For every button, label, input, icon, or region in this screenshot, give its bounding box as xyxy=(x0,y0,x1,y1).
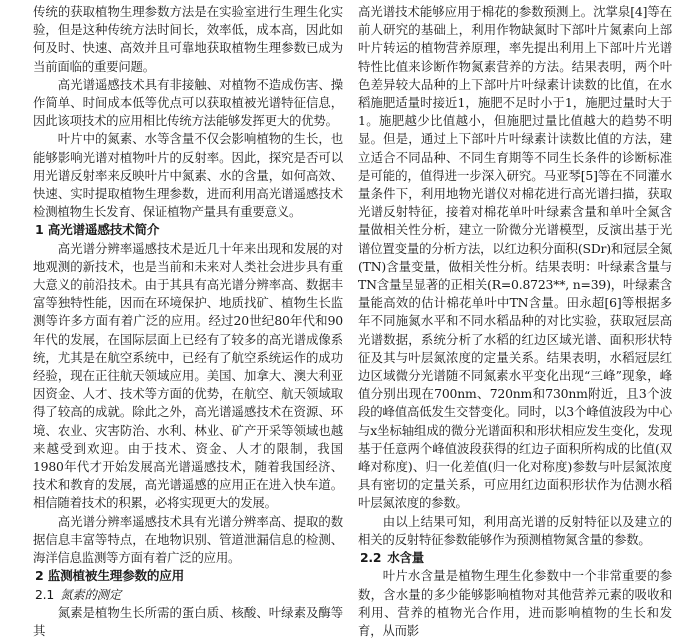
section-heading: 1 高光谱遥感技术简介 xyxy=(35,222,160,238)
subsection-heading xyxy=(33,586,343,604)
paragraph: 高光谱分辨率遥感技术具有光谱分辨率高、提取的数据信息丰富等特点，在地物识别、管道泄漏信息的检测、海洋信息监测等方面有着广泛的应用。 xyxy=(33,513,343,566)
subsection-heading xyxy=(358,549,672,567)
right-column xyxy=(358,3,672,640)
paragraph: 叶片中的氮素、水等含量不仅会影响植物的生长，也能够影响光谱对植物叶片的反射率。因此，探究是否可以用光谱反射率来反映叶片中氮素、水的含量，如何高效、快速、实时提取植物生理参数，进而利用高光谱遥感技术检测植物生长发育、保证植物产量具有重要意义。 xyxy=(33,131,343,220)
paragraph: 传统的获取植物生理参数方法是在实验室进行生理生化实验，但是这种传统方法时间长，效率低，成本高，因此如何及时、快速、高效并且可靠地获取植物生理参数已成为当前面临的重要问题。 xyxy=(33,4,343,74)
section-heading: 2 监测植被生理参数的应用 xyxy=(35,568,185,584)
paragraph: 高光谱分辨率遥感技术是近几十年来出现和发展的对地观测的新技术，也是当前和未来对人类社会进步具有重大意义的前沿技术。由于其具有高光谱分辨率高、数据丰富等独特性能，因而在环境保护、地质找矿、植物生长监测等许多方面有着广泛的应用。经过20世纪80年代和90年代的发展，在国际层面上已经有了较多的高光谱成像系统，尤其是在航空系统中，已经有了航空系统运作的成功经验，现在正往航天领域应用。美国、加拿大、澳大利亚因资金、人才、技术等方面的优势，在航空、航天领域取得了较高的成就。除此之外，高光谱遥感技术在资源、环境、农业、灾害防治、水利、林业、矿产开采等领域也越来越受到欢迎。由于技术、资金、人才的限制，我国1980年代才开始发展高光谱遥感技术，随着我国经济、技术和教育的发展，高光谱遥感的应用正在进入快车道。相信随着技术的积累，必将实现更大的发展。 xyxy=(33,240,343,511)
paragraph: 叶片水含量是植物生理生化参数中一个非常重要的参数，含水量的多少能够影响植物对其他营养元素的吸收和利用、营养的植物光合作用，进而影响植物的生长和发育，从而影 xyxy=(358,568,672,638)
subsection-number: 2.2 xyxy=(360,550,382,566)
subsection-title: 水含量 xyxy=(387,550,424,566)
paragraph: 高光谱遥感技术具有非接触、对植物不造成伤害、操作简单、时间成本低等优点可以获取植被光谱特征信息，因此该项技术的应用相比传统方法能够发挥更大的优势。 xyxy=(33,76,343,129)
paragraph: 高光谱技术能够应用于棉花的参数预测上。沈掌泉[4]等在前人研究的基础上，利用作物缺氮时下部叶片氮素向上部叶片转运的植物营养原理，率先提出利用上下部叶片光谱特性比值来诊断作物氮素营养的方法。结果表明，两个叶色差异较大品种的上下部叶片叶绿素计读数的比值，在水稻施肥适量时接近1，施肥不足时小于1，施肥过量时大于1。施肥越少比值越小，但施肥过量比值越大的趋势不明显。但是，通过上下部叶片叶绿素计读数比值的方法，建立适合不同品种、不同生育期等不同生长条件的诊断标准是可能的，值得进一步深入研究。马亚琴[5]等在不同灌水量条件下，利用地物光谱仪对棉花进行高光谱扫描，获取光谱反射特征，接着对棉花单叶叶绿素含量和单叶全氮含量做相关性分析，建立一阶微分光谱模型，反演出基于光谱位置变量的分析方法，以红边积分面积(SDr)和冠层全氮(TN)含量变量，做相关性分析。结果表明：叶绿素含量与TN含量呈显著的正相关(R=0.8723**, n=39)，叶绿素含量能高效的估计棉花单叶中TN含量。田永超[6]等根据多年不同施氮水平和不同水稻品种的对比实验，获取冠层高光谱数据，系统分析了水稻的红边区域光谱、面积形状特征及其与叶层氮浓度的定量关系。结果表明，水稻冠层红边区域微分光谱随不同氮素水平变化出现“三峰”现象，峰值分别出现在700nm、720nm和730nm附近，且3个波段的峰值高低发生交替变化。同时，以3个峰值波段为中心与x坐标轴组成的微分光谱面积和形状相应发生变化，发现基于任意两个峰值波段获得的红边子面积所构成的比值(双峰对称度)、归一化差值(归一化对称度)参数与叶层氮浓度具有密切的定量关系，可应用红边面积形状作为估测水稻叶层氮浓度的参数。 xyxy=(358,4,672,511)
paragraph: 由以上结果可知，利用高光谱的反射特征以及建立的相关的反射特征参数能够作为预测植物氮含量的参数。 xyxy=(358,513,672,547)
paragraph: 氮素是植物生长所需的蛋白质、核酸、叶绿素及酶等其 xyxy=(33,604,343,638)
left-column xyxy=(33,3,343,640)
subsection-title: 氮素的测定 xyxy=(60,586,122,602)
subsection-number: 2.1 xyxy=(35,586,55,602)
